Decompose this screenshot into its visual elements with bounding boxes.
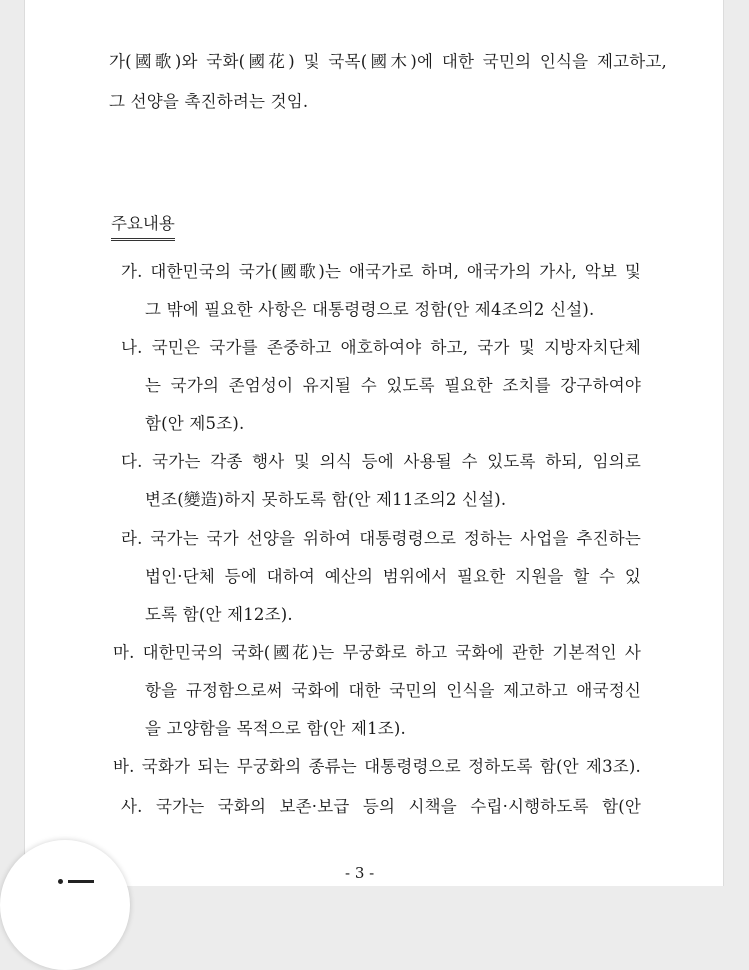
intro-line-2: 그 선양을 촉진하려는 것임.: [109, 92, 309, 111]
list-item-da-line-2: 변조(變造)하지 못하도록 함(안 제11조의2 신설).: [145, 490, 507, 509]
list-item-na-line-3: 함(안 제5조).: [145, 414, 245, 433]
list-item-sa-line-1: 사. 국가는 국화의 보존·보급 등의 시책을 수립·시행하도록 함(안: [121, 797, 641, 816]
list-item-ra-line-1: 라. 국가는 국가 선양을 위하여 대통령령으로 정하는 사업을 추진하는: [121, 529, 641, 548]
list-item-ma-line-1: 마. 대한민국의 국화(國花)는 무궁화로 하고 국화에 관한 기본적인 사: [113, 643, 641, 662]
list-item-ba-line-1: 바. 국화가 되는 무궁화의 종류는 대통령령으로 정하도록 함(안 제3조).: [113, 757, 641, 776]
list-item-ra-line-2: 법인·단체 등에 대하여 예산의 범위에서 필요한 지원을 할 수 있: [145, 567, 641, 586]
list-item-ma-line-2: 항을 규정함으로써 국화에 대한 국민의 인식을 제고하고 애국정신: [145, 681, 641, 700]
floating-menu-button[interactable]: [0, 840, 130, 970]
list-item-ga-line-2: 그 밖에 필요한 사항은 대통령령으로 정함(안 제4조의2 신설).: [145, 300, 595, 319]
list-item-na-line-2: 는 국가의 존엄성이 유지될 수 있도록 필요한 조치를 강구하여야: [145, 376, 641, 395]
list-item-ga-line-1: 가. 대한민국의 국가(國歌)는 애국가로 하며, 애국가의 가사, 악보 및: [121, 262, 641, 281]
page-number: - 3 -: [345, 864, 375, 882]
intro-line-1: 가(國歌)와 국화(國花) 및 국목(國木)에 대한 국민의 인식을 제고하고,: [109, 52, 667, 71]
list-menu-icon: [58, 876, 98, 886]
section-heading: 주요내용: [111, 214, 175, 241]
list-item-na-line-1: 나. 국민은 국가를 존중하고 애호하여야 하고, 국가 및 지방자치단체: [121, 338, 641, 357]
list-item-ma-line-3: 을 고양함을 목적으로 함(안 제1조).: [145, 719, 407, 738]
section-heading-wrap: [111, 214, 175, 241]
document-page: [24, 0, 724, 886]
list-item-da-line-1: 다. 국가는 각종 행사 및 의식 등에 사용될 수 있도록 하되, 임의로: [121, 452, 641, 471]
list-item-ra-line-3: 도록 함(안 제12조).: [145, 605, 293, 624]
